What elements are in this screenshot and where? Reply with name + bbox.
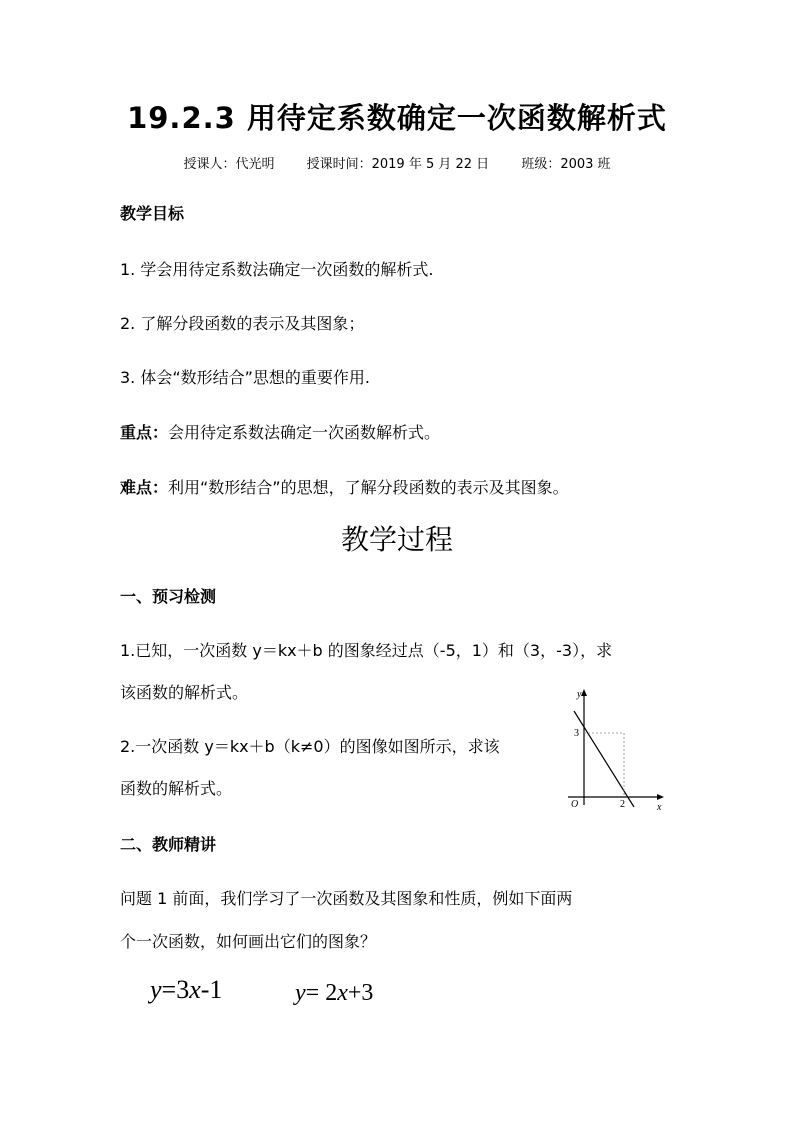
y-axis-arrow xyxy=(581,689,587,696)
key-point-label: 重点： xyxy=(120,423,169,442)
formula-1 xyxy=(150,975,222,1005)
y-intercept-label: 3 xyxy=(574,728,579,739)
x-axis-arrow xyxy=(657,794,664,800)
class-info: 班级：2003 班 xyxy=(521,157,611,172)
page-title: 19.2.3 用待定系数确定一次函数解析式 xyxy=(127,101,667,135)
question-1-line-1: 1.已知，一次函数 y＝kx＋b 的图象经过点（-5，1）和（3，-3），求 xyxy=(120,641,613,660)
difficult-point xyxy=(120,475,569,498)
objective-item-2: 2. 了解分段函数的表示及其图象； xyxy=(120,314,365,333)
x-intercept-label: 2 xyxy=(620,799,625,810)
formula-1-eq: =3 xyxy=(161,975,190,1004)
objective-item-3: 3. 体会“数形结合”思想的重要作用. xyxy=(120,368,371,387)
objective-item-1: 1. 学会用待定系数法确定一次函数的解析式. xyxy=(120,260,434,279)
problem-1-line-1: 问题 1 前面，我们学习了一次函数及其图象和性质，例如下面两 xyxy=(120,889,573,908)
difficult-point-text: 利用“数形结合”的思想，了解分段函数的表示及其图象。 xyxy=(168,478,569,497)
formula-2-tail: +3 xyxy=(347,980,374,1006)
y-axis-label: y xyxy=(577,689,582,700)
objectives-heading: 教学目标 xyxy=(120,204,185,223)
formula-2-var: y xyxy=(295,980,306,1006)
section1-heading: 一、预习检测 xyxy=(120,587,217,606)
key-point xyxy=(120,420,440,443)
question-2-line-2: 函数的解析式。 xyxy=(120,779,233,798)
formula-2-x: x xyxy=(337,980,348,1006)
teacher-info: 授课人：代光明 xyxy=(183,157,275,172)
process-title: 教学过程 xyxy=(340,523,453,556)
formula-2 xyxy=(295,980,373,1007)
section2-heading: 二、教师精讲 xyxy=(120,835,217,854)
linear-function-graph xyxy=(560,685,670,810)
function-line xyxy=(574,711,634,807)
difficult-point-label: 难点： xyxy=(120,478,169,497)
formula-1-tail: -1 xyxy=(200,975,223,1004)
lesson-time: 授课时间：2019 年 5 月 22 日 xyxy=(306,157,490,172)
x-axis-label: x xyxy=(657,802,662,810)
formula-1-x: x xyxy=(189,975,201,1004)
origin-label: O xyxy=(571,799,579,810)
question-2-line-1: 2.一次函数 y＝kx＋b（k≠0）的图像如图所示，求该 xyxy=(120,737,500,756)
key-point-text: 会用待定系数法确定一次函数解析式。 xyxy=(168,423,441,442)
formula-2-eq: = 2 xyxy=(305,980,338,1006)
problem-1-line-2: 个一次函数，如何画出它们的图象？ xyxy=(120,932,377,951)
formula-1-var: y xyxy=(150,975,162,1004)
lesson-meta xyxy=(0,153,794,172)
question-1-line-2: 该函数的解析式。 xyxy=(120,683,249,702)
